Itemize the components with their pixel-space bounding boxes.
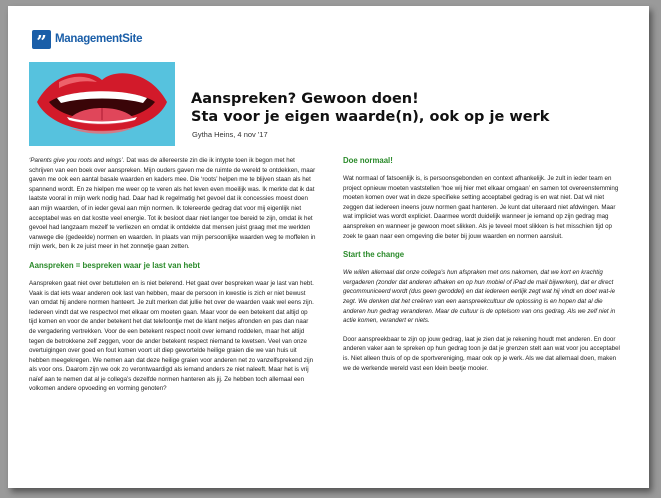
open-mouth-icon [29,62,175,146]
quote-mark-icon: ” [32,30,51,49]
intro-quote: ‘Parents give you roots and wings’. [29,157,125,164]
managementsite-logo[interactable] [32,29,142,49]
title-line-2: Sta voor je eigen waarde(n), ook op je werk [191,109,550,125]
left-column [29,156,316,403]
body-paragraph: Wat normaal of fatsoenlijk is, is persoonsgebonden en context afhankelijk. Je zult in ieder team en project opnieuw moeten vaststellen ‘hoe wij hier met elkaar omgaan’ en samen tot overeenstemming moeten komen over wat in deze specifieke setting acceptabel gedrag is en wat niet. Dat wil niet zeggen dat iedereen ineens jouw normen gaat hanteren. Je kunt dat uiteraard niet afdwingen. Maar wat impliciet was wordt expliciet. Daarmee wordt duidelijk wanneer je iemand op zijn gedrag mag aanspreken en wanneer je gewoon moet slikken. Als je teveel moet slikken is het misschien tijd op zoek te gaan naar een omgeving die beter bij jouw waarden en normen aansluit. [343,175,619,240]
author-date: Gytha Heins, 4 nov '17 [192,130,268,139]
intro-text: Dat was de allereerste zin die ik intypte toen ik begon met het schrijven van een boek over aanspreken. Mijn ouders gaven me de ruimte de wereld te ontdekken, maar gaven me ook een aantal basale waarden en kaders mee. Die ‘roots’ helpen me te blijven staan als het spannend wordt. En ze hielpen me weer op te veren als het leven even moeilijk was. Ik merkte dat ik dat laatste vooral in mijn werk nodig had. Daar had ik regelmatig het gevoel dat ik concessies moest doen aan mijn waarden, of in ieder geval aan mijn normen. Ik tolereerde gedrag dat voor mij eigenlijk niet acceptabel was en dat kostte veel energie. Tot ik besloot daar niet langer toe bereid te zijn, omdat ik het gevoel had langzaam mezelf te verliezen en omdat ik ontdekte dat mensen juist graag met me werkten vanwege die (gedeelde) normen en waarden. In plaats van mijn persoonlijke waarden weg te moffelen in mijn werk, ben ik ze juist meer in het zonnetje gaan zetten. [29,157,316,251]
article-title [191,90,621,126]
right-column [343,156,625,382]
brand-name: ManagementSite [55,33,143,45]
intro-paragraph [29,156,316,252]
title-line-1: Aanspreken? Gewoon doen! [191,91,419,107]
quote-paragraph: We willen allemaal dat onze collega’s hun afspraken met ons nakomen, dat we kort en krachtig vergaderen (zonder dat anderen afhaken en op hun mobiel of iPad de mail bijwerken), dat er direct gecommuniceerd wordt (dus geen geroddel) en dat iedereen eerlijk zegt wat hij vindt en doet wat-ie zegt. We denken dat het creëren van een aanspreekcultuur de oplossing is en hopen dat al die anderen hun gedrag veranderen. Maar de cultuur is de optelsom van ons gedrag. Als we zelf niet in actie komen, verandert er niets. [343,269,616,325]
hero-image [29,62,175,146]
section-heading-aanspreken: Aanspreken = bespreken waar je last van hebt [29,260,200,270]
section-heading-doe-normaal: Doe normaal! [343,156,393,165]
article-page [8,6,649,488]
section-heading-start-the-change: Start the change [343,250,405,260]
body-paragraph: Aanspreken gaat niet over betuttelen en is niet belerend. Het gaat over bespreken waar je last van hebt. Vaak is dat iets waar anderen ook last van hebben, maar de persoon in kwestie is zich er niet bewust van omdat hij andere normen hanteert. Je zult merken dat jullie het over de waarden vaak wel eens zijn. Iedereen vindt dat we respectvol met elkaar om moeten gaan. Maar voor de een betekent dat altijd op tijd komen en voor de ander betekent het dat telefoontje met de klant netjes afronden en pas dan naar de vergadering vertrekken. Voor de een betekent respect nooit over iemand roddelen, maar het altijd tegen de betrokkene zelf zeggen, voor de ander betekent respect niemand te kwetsen. Veel van onze overtuigingen over goed en fout komen voort uit diep gewortelde heilige graien die we van huis uit hebben meegekregen. We nemen aan dat deze heilige graien voor anderen net zo vanzelfsprekend zijn als voor ons. Daarom zijn we ook zo verontwaardigd als iemand anders ze niet naleeft. Maar het is vrij naïef aan te nemen dat al je collega’s dezelfde normen hanteren als jij. Ze hebben toch allemaal een volkomen andere opvoeding en vorming genoten? [29,279,314,393]
body-paragraph: Door aanspreekbaar te zijn op jouw gedrag, laat je zien dat je rekening houdt met anderen. En door anderen vaker aan te spreken op hun gedrag toon je dat je grenzen stelt aan wat voor jou acceptabel is. Niet alleen thuis of op de sportvereniging, maar ook op je werk. Als we dat allemaal doen, maken we de werkende wereld vast een klein beetje mooier. [343,335,620,372]
